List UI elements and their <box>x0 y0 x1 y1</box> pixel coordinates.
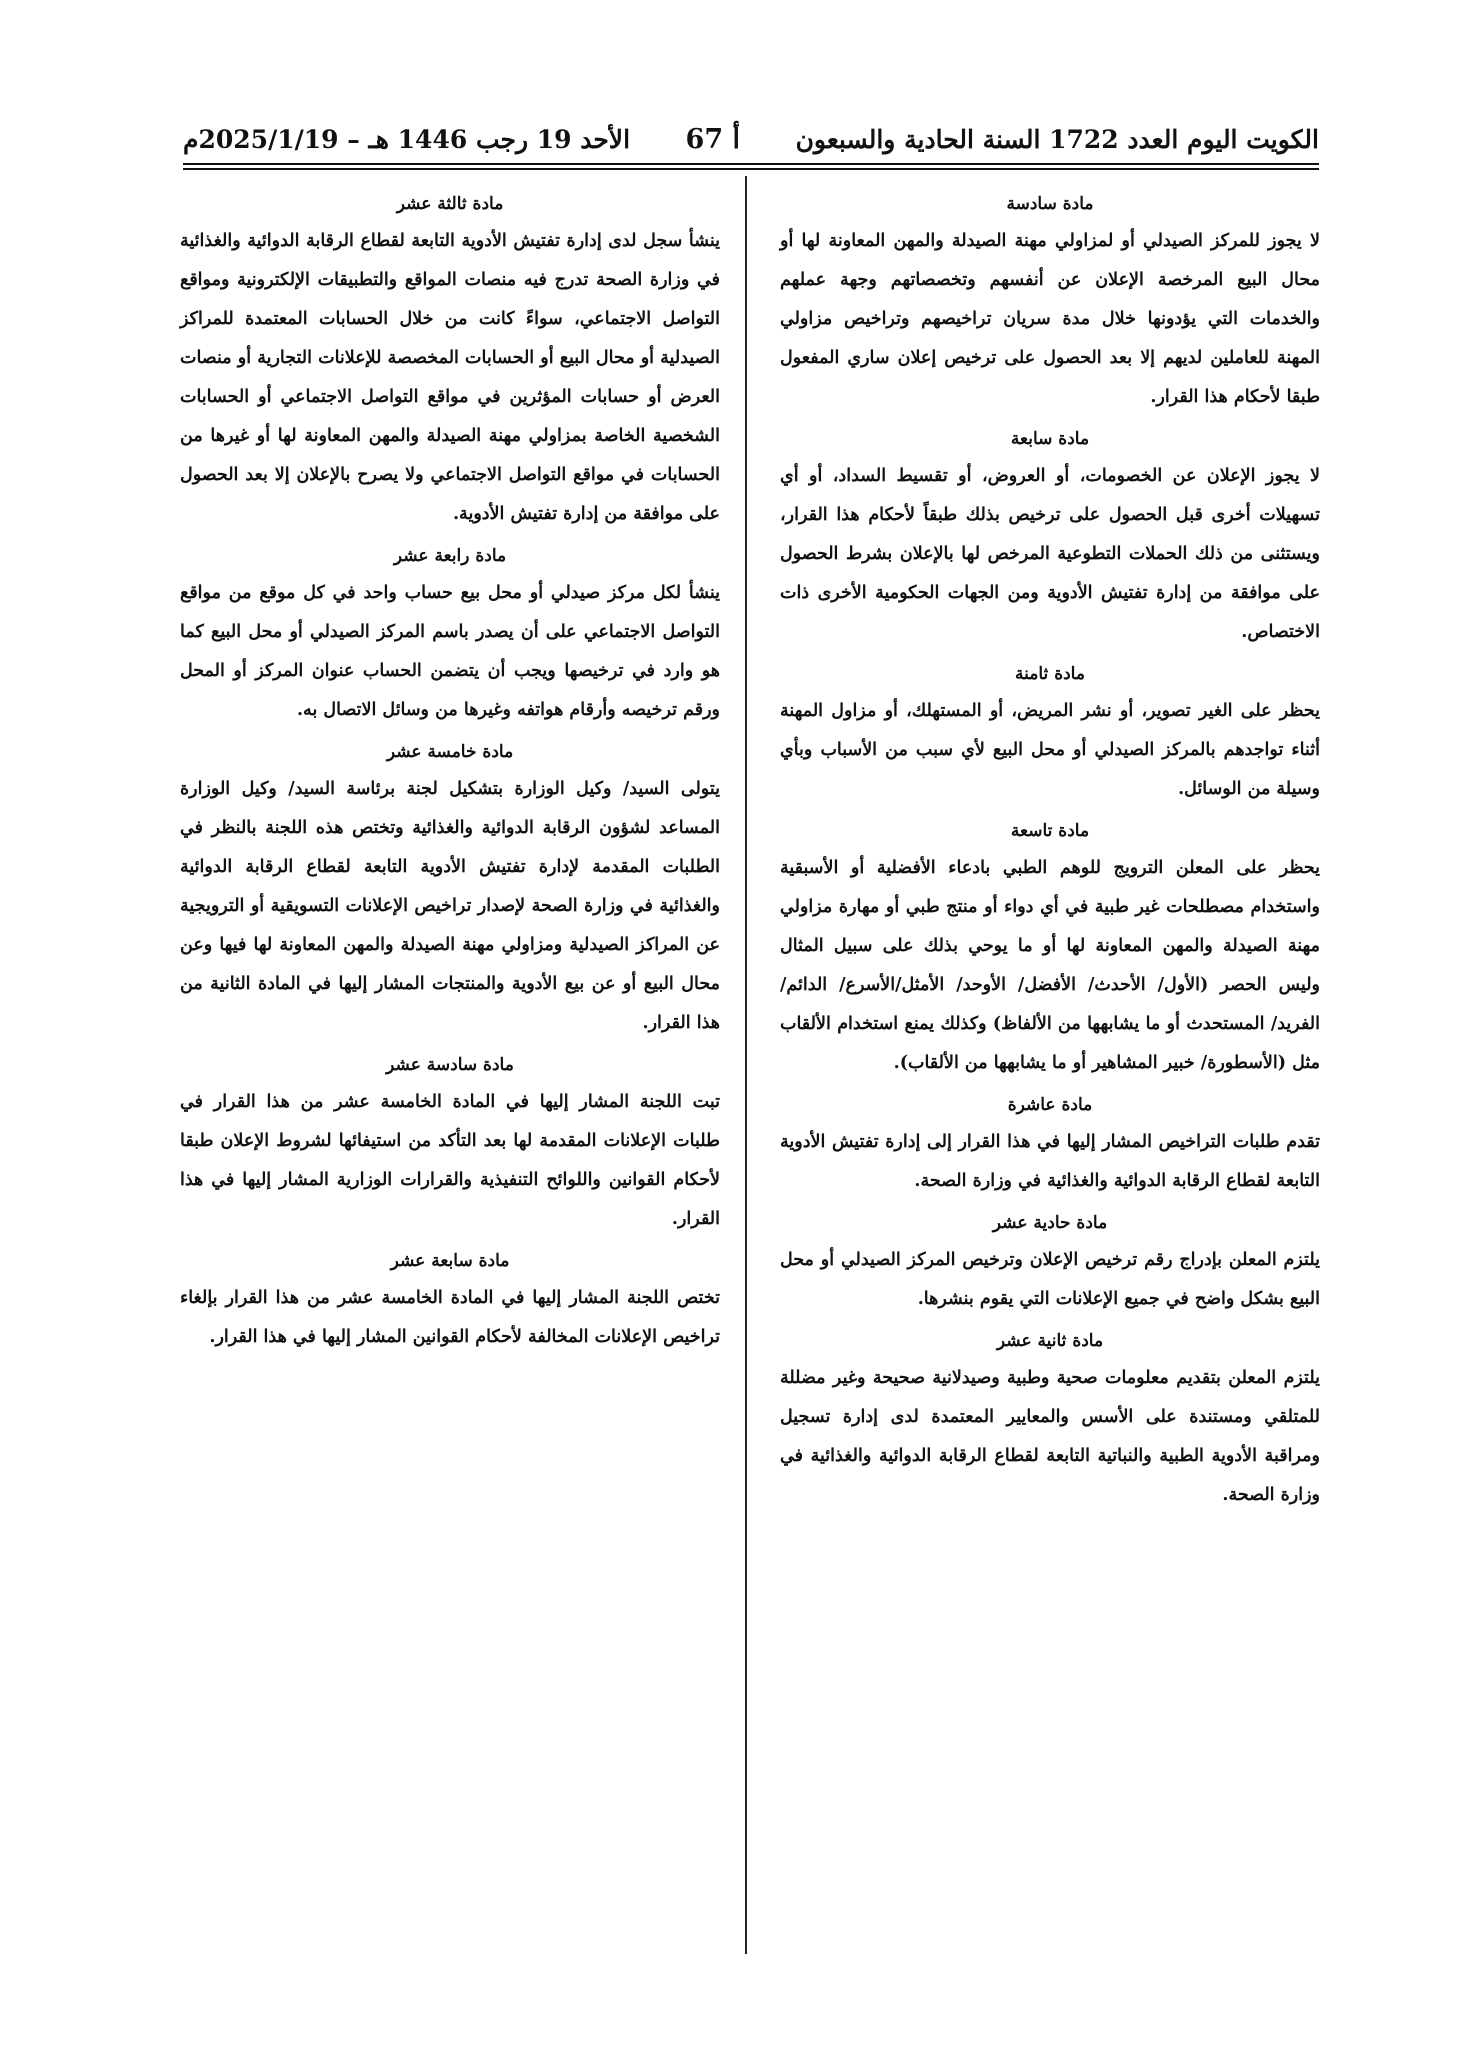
article-body: ينشأ سجل لدى إدارة تفتيش الأدوية التابعة لقطاع الرقابة الدوائية والغذائية في وزارة الصحة تدرج فيه منصات المواقع والتطبيقات الإلكترونية ومواقع التواصل الاجتماعي، سواءً كانت من خلال الحسابات المعتمدة للمراكز الصيدلية أو محال البيع أو الحسابات المخصصة للإعلانات التجارية أو منصات العرض أو حسابات المؤثرين في مواقع التواصل الاجتماعي أو الحسابات الشخصية الخاصة بمزاولي مهنة الصيدلة والمهن المعاونة لها أو غيرها من الحسابات في مواقع التواصل الاجتماعي ولا يصرح بالإعلان إلا بعد الحصول على موافقة من إدارة تفتيش الأدوية. <box>180 231 720 524</box>
article-13 <box>180 186 720 534</box>
article-9 <box>780 813 1320 1083</box>
article-14 <box>180 538 720 730</box>
article-16 <box>180 1047 720 1239</box>
article-6 <box>780 186 1320 417</box>
article-body: يتولى السيد/ وكيل الوزارة بتشكيل لجنة برئاسة السيد/ وكيل الوزارة المساعد لشؤون الرقابة الدوائية والغذائية وتختص هذه اللجنة بالنظر في الطلبات المقدمة لإدارة تفتيش الأدوية التابعة لقطاع الرقابة الدوائية والغذائية في وزارة الصحة لإصدار تراخيص الإعلانات التسويقية أو الترويجية عن المراكز الصيدلية ومزاولي مهنة الصيدلة والمهن المعاونة لها فيها وعن محال البيع أو عن بيع الأدوية والمنتجات المشار إليها في المادة الثانية من هذا القرار. <box>180 779 720 1033</box>
article-body: يحظر على الغير تصوير، أو نشر المريض، أو المستهلك، أو مزاول المهنة أثناء تواجدهم بالمركز الصيدلي أو محل البيع لأي سبب من الأسباب وبأي وسيلة من الوسائل. <box>780 701 1320 799</box>
article-title: مادة سادسة <box>1006 194 1094 214</box>
article-body: تقدم طلبات التراخيص المشار إليها في هذا القرار إلى إدارة تفتيش الأدوية التابعة لقطاع الرقابة الدوائية والغذائية في وزارة الصحة. <box>780 1132 1320 1191</box>
article-body: يلتزم المعلن بإدراج رقم ترخيص الإعلان وترخيص المركز الصيدلي أو محل البيع بشكل واضح في جميع الإعلانات التي يقوم بنشرها. <box>780 1250 1320 1309</box>
article-title: مادة ثانية عشر <box>996 1331 1104 1351</box>
article-11 <box>780 1205 1320 1319</box>
article-15 <box>180 734 720 1043</box>
article-7 <box>780 421 1320 652</box>
article-body: ينشأ لكل مركز صيدلي أو محل بيع حساب واحد في كل موقع من مواقع التواصل الاجتماعي على أن يصدر باسم المركز الصيدلي أو محل البيع كما هو وارد في ترخيصها ويجب أن يتضمن الحساب عنوان المركز أو المحل ورقم ترخيصه وأرقام هواتفه وغيرها من وسائل الاتصال به. <box>180 583 721 720</box>
article-title: مادة عاشرة <box>1007 1095 1093 1115</box>
header-rule-double <box>183 168 1319 170</box>
article-12 <box>780 1323 1320 1515</box>
article-body: يلتزم المعلن بتقديم معلومات صحية وطبية وصيدلانية صحيحة وغير مضللة للمتلقي ومستندة على الأسس والمعايير المعتمدة لدى إدارة تسجيل ومراقبة الأدوية الطبية والنباتية التابعة لقطاع الرقابة الدوائية والغذائية في وزارة الصحة. <box>780 1368 1320 1505</box>
article-body: يحظر على المعلن الترويج للوهم الطبي بادعاء الأفضلية أو الأسبقية واستخدام مصطلحات غير طبية في أي دواء أو منتج طبي أو مهارة مزاولي مهنة الصيدلة والمهن المعاونة لها أو ما يوحي بذلك على سبيل المثال وليس الحصر (الأول/ الأحدث/ الأفضل/ الأوحد/ الأمثل/الأسرع/ الدائم/ الفريد/ المستحدث أو ما يشابهها من الألفاظ) وكذلك يمنع استخدام الألقاب مثل (الأسطورة/ خبير المشاهير أو ما يشابهها من الألقاب). <box>780 858 1320 1073</box>
article-body: تبت اللجنة المشار إليها في المادة الخامسة عشر من هذا القرار في طلبات الإعلانات المقدمة لها بعد التأكد من استيفائها لشروط الإعلان طبقا لأحكام القوانين واللوائح التنفيذية والقرارات الوزارية المشار إليها في هذا القرار. <box>180 1092 720 1229</box>
page-number: أ 67 <box>685 123 741 155</box>
article-title: مادة ثامنة <box>1015 664 1085 684</box>
article-title: مادة حادية عشر <box>992 1213 1108 1233</box>
article-10 <box>780 1087 1320 1201</box>
article-body: لا يجوز للمركز الصيدلي أو لمزاولي مهنة الصيدلة والمهن المعاونة لها أو محال البيع المرخصة الإعلان عن أنفسهم وتخصصاتهم وجهة عملهم والخدمات التي يؤدونها خلال مدة سريان تراخيصهم وتراخيص مزاولي المهنة للعاملين لديهم إلا بعد الحصول على ترخيص إعلان ساري المفعول طبقا لأحكام هذا القرار. <box>780 231 1320 407</box>
article-title: مادة سابعة <box>1010 429 1090 449</box>
header-rule <box>183 163 1319 165</box>
article-body: تختص اللجنة المشار إليها في المادة الخامسة عشر من هذا القرار بإلغاء تراخيص الإعلانات المخالفة لأحكام القوانين المشار إليها في هذا القرار. <box>180 1288 720 1347</box>
article-8 <box>780 656 1320 809</box>
header-date: الأحد 19 رجب 1446 هـ – 2025/1/19م <box>183 124 631 154</box>
article-body: لا يجوز الإعلان عن الخصومات، أو العروض، أو تقسيط السداد، أو أي تسهيلات أخرى قبل الحصول على ترخيص بذلك طبقاً لأحكام هذا القرار، ويستثنى من ذلك الحملات التطوعية المرخص لها بالإعلان بشرط الحصول على موافقة من إدارة تفتيش الأدوية ومن الجهات الحكومية الأخرى ذات الاختصاص. <box>780 466 1320 642</box>
column-divider <box>745 176 747 1954</box>
article-title: مادة تاسعة <box>1010 821 1090 841</box>
article-title: مادة سابعة عشر <box>390 1251 510 1271</box>
article-title: مادة رابعة عشر <box>393 546 507 566</box>
article-title: مادة ثالثة عشر <box>396 194 504 214</box>
article-17 <box>180 1243 720 1357</box>
right-column <box>780 186 1320 1519</box>
article-title: مادة سادسة عشر <box>386 1055 514 1075</box>
page-header <box>183 114 1319 164</box>
header-issue-info: الكويت اليوم العدد 1722 السنة الحادية والسبعون <box>795 124 1319 154</box>
left-column <box>180 186 720 1361</box>
article-title: مادة خامسة عشر <box>386 742 514 762</box>
